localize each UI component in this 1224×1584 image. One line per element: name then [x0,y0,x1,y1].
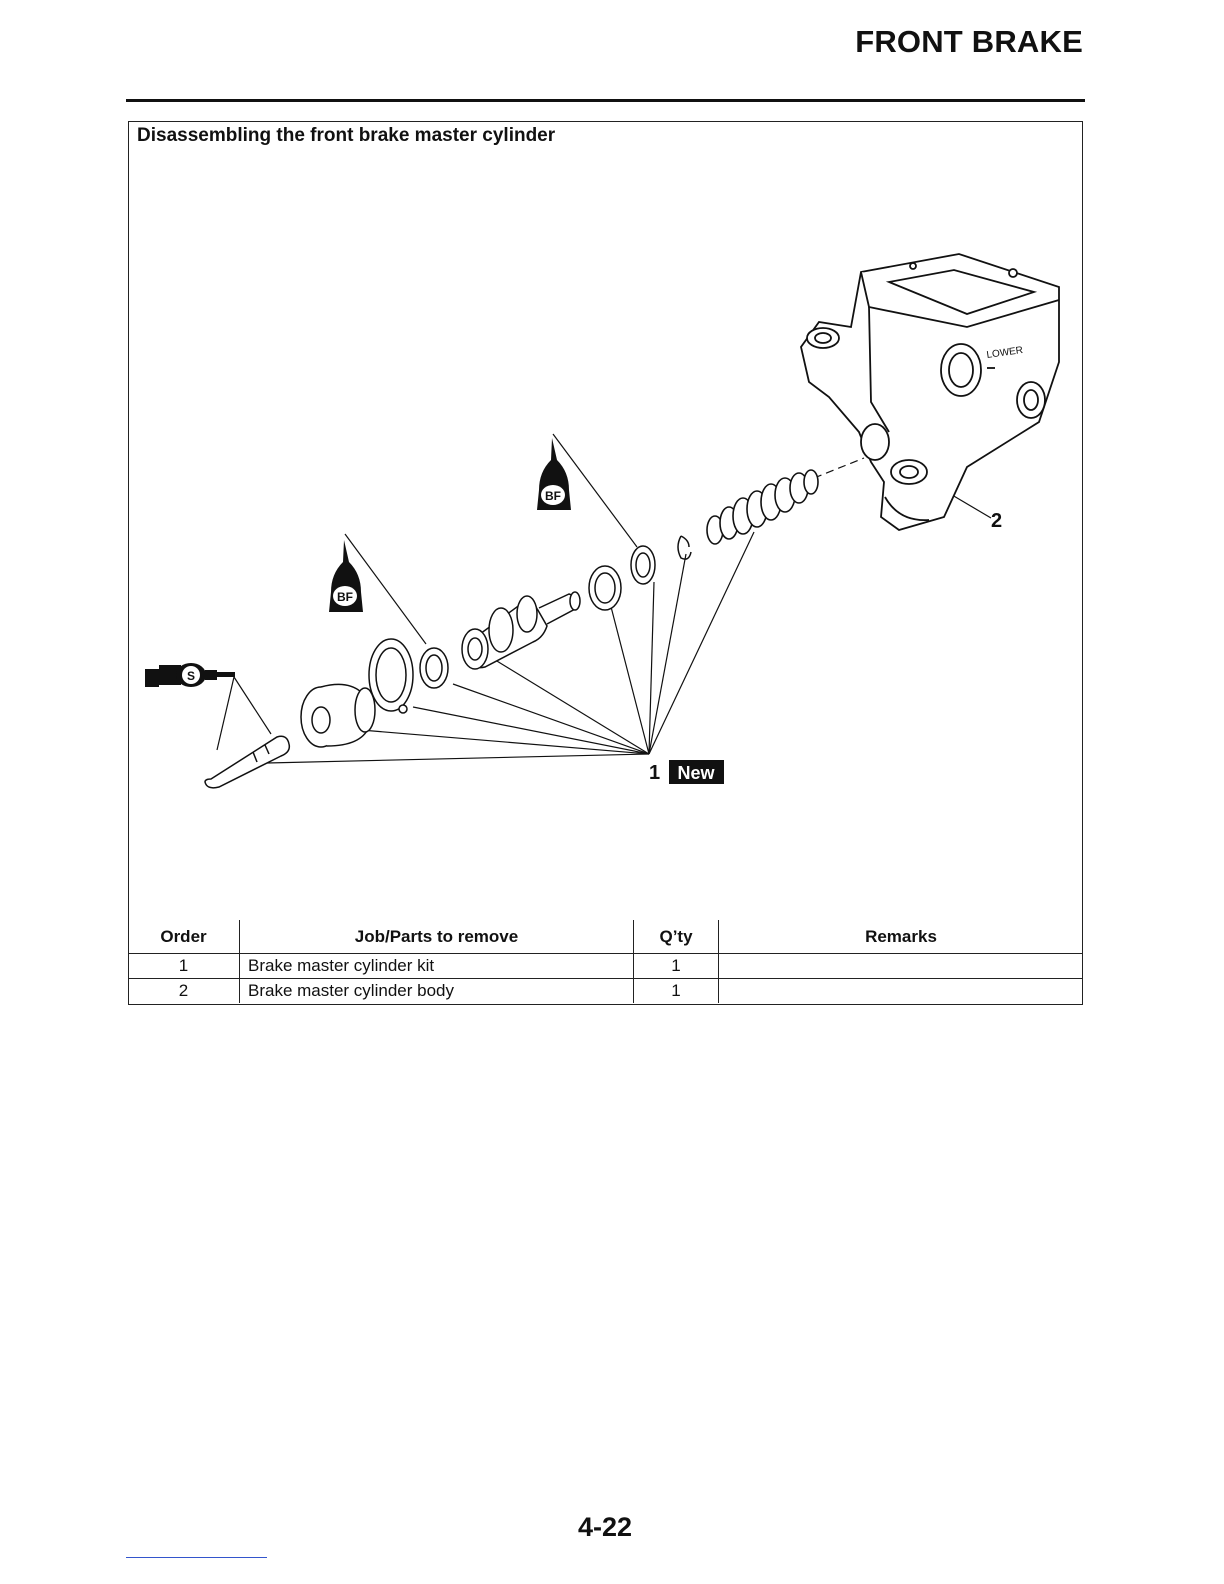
cell-order: 2 [128,979,240,1004]
brake-fluid-label: BF [545,489,561,503]
primary-cup [589,546,655,610]
return-spring [707,470,818,544]
callout-number-1: 1 [649,762,661,784]
dust-boot [301,684,375,747]
exploded-view-diagram [129,122,1081,918]
header-job: Job/Parts to remove [240,920,634,954]
page-header-title: FRONT BRAKE [855,24,1083,59]
section-title: Disassembling the front brake master cylinder [137,125,556,146]
body-marking-text: LOWER [985,344,1024,361]
new-badge-label: New [677,763,715,783]
master-cylinder-body [801,254,1059,530]
cell-job: Brake master cylinder body [240,979,634,1004]
push-rod [205,736,289,788]
table-row [128,979,1083,1004]
spring-seat [678,536,691,559]
cell-remarks [719,979,1084,1004]
parts-table [128,920,1083,1003]
grease-label: S [186,669,196,683]
brake-fluid-label: BF [337,590,353,604]
footer-link-underline[interactable] [126,1557,267,1558]
piston [462,592,580,669]
table-row [128,954,1083,979]
brake-fluid-icon [537,438,571,510]
silicone-grease-icon [145,663,235,687]
header-qty: Q’ty [634,920,719,954]
cell-qty: 1 [634,979,719,1004]
header-remarks: Remarks [719,920,1084,954]
callout-number-2: 2 [991,510,1003,532]
page-number: 4-22 [577,1512,633,1542]
cell-remarks [719,954,1084,979]
cell-job: Brake master cylinder kit [240,954,634,979]
cell-order: 1 [128,954,240,979]
procedure-frame [128,121,1083,1005]
cell-qty: 1 [634,954,719,979]
secondary-cup [420,648,448,688]
header-rule [126,99,1085,102]
header-order: Order [128,920,240,954]
circlip [369,639,413,713]
table-header-row [128,920,1083,954]
